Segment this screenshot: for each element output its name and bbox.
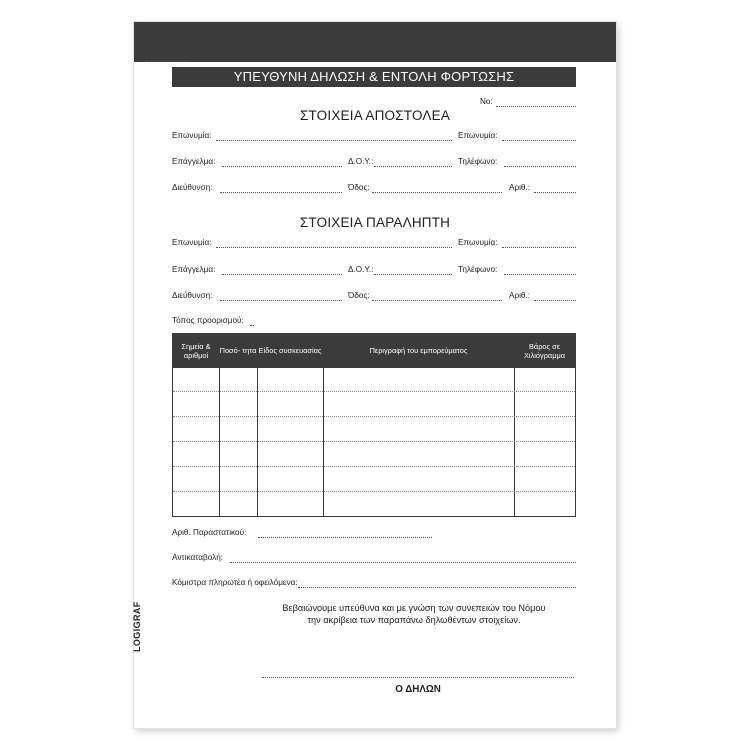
form-title: ΥΠΕΥΘΥΝΗ ΔΗΛΩΣΗ & ΕΝΤΟΛΗ ΦΟΡΤΩΣΗΣ bbox=[172, 67, 576, 87]
cod-label: Αντικαταβολή: bbox=[172, 553, 224, 562]
recipient-doy-field[interactable] bbox=[374, 274, 452, 275]
sender-heading: ΣΤΟΙΧΕΙΑ ΑΠΟΣΤΟΛΕΑ bbox=[299, 108, 451, 123]
sender-eponymia2-field[interactable] bbox=[502, 140, 576, 141]
invoice-field[interactable] bbox=[258, 537, 432, 538]
sender-eponymia2-label: Επωνυμία: bbox=[458, 131, 498, 140]
perforation-mark bbox=[146, 61, 188, 62]
header-packaging: Είδος συσκευασίας bbox=[258, 346, 322, 356]
column-divider bbox=[514, 334, 515, 516]
recipient-number-label: Αριθ.: bbox=[509, 291, 531, 300]
table-row[interactable] bbox=[173, 466, 575, 467]
recipient-address-field[interactable] bbox=[220, 300, 342, 301]
column-divider bbox=[323, 334, 324, 516]
sender-doy-field[interactable] bbox=[374, 166, 452, 167]
number-label: Νο: bbox=[480, 97, 493, 106]
sender-street-field[interactable] bbox=[372, 192, 502, 193]
sender-address-field[interactable] bbox=[220, 192, 342, 193]
sender-doy-label: Δ.Ο.Υ.: bbox=[348, 157, 374, 166]
signer-label: Ο ΔΗΛΩΝ bbox=[395, 684, 441, 695]
declaration-line-1: Βεβαιώνουμε υπεύθυνα και με γνώση των συνεπειών του Νόμου bbox=[282, 603, 546, 613]
recipient-doy-label: Δ.Ο.Υ.: bbox=[348, 265, 374, 274]
declaration-line-2: την ακρίβεια των παραπάνω δηλωθέντων στοιχείων. bbox=[307, 615, 521, 625]
sender-number-field[interactable] bbox=[534, 192, 576, 193]
top-binding-band bbox=[134, 22, 616, 62]
table-row[interactable] bbox=[173, 441, 575, 442]
signature-line[interactable] bbox=[262, 677, 574, 678]
recipient-eponymia2-field[interactable] bbox=[502, 247, 576, 248]
invoice-label: Αριθ. Παραστατικού: bbox=[172, 528, 247, 537]
header-quantity: Ποσό- τητα bbox=[219, 346, 257, 356]
recipient-epaggelma-label: Επάγγελμα: bbox=[172, 265, 216, 274]
recipient-phone-field[interactable] bbox=[504, 274, 576, 275]
recipient-heading: ΣΤΟΙΧΕΙΑ ΠΑΡΑΛΗΠΤΗ bbox=[299, 215, 451, 230]
destination-label: Τόπος προορισμού: bbox=[172, 316, 244, 325]
brand-logo: LOGIGRAF bbox=[132, 601, 142, 652]
recipient-street-field[interactable] bbox=[372, 300, 502, 301]
sender-epaggelma-label: Επάγγελμα: bbox=[172, 157, 216, 166]
freight-label: Κόμιστρα πληρωτέα ή οφειλόμενα: bbox=[172, 578, 298, 587]
table-row[interactable] bbox=[173, 391, 575, 392]
recipient-epaggelma-field[interactable] bbox=[222, 274, 342, 275]
sender-phone-label: Τηλέφωνο: bbox=[458, 157, 498, 166]
recipient-address-label: Διεύθυνση: bbox=[172, 291, 213, 300]
recipient-eponymia2-label: Επωνυμία: bbox=[458, 238, 498, 247]
sender-phone-field[interactable] bbox=[504, 166, 576, 167]
sender-eponymia-label: Επωνυμία: bbox=[172, 131, 212, 140]
recipient-phone-label: Τηλέφωνο: bbox=[458, 265, 498, 274]
goods-table bbox=[172, 333, 576, 517]
table-row[interactable] bbox=[173, 491, 575, 492]
recipient-eponymia-field[interactable] bbox=[216, 247, 452, 248]
header-weight: Βάρος σε Χιλιόγραμμα bbox=[524, 341, 565, 360]
column-divider bbox=[219, 334, 220, 516]
sender-epaggelma-field[interactable] bbox=[222, 166, 342, 167]
table-row[interactable] bbox=[173, 416, 575, 417]
recipient-eponymia-label: Επωνυμία: bbox=[172, 238, 212, 247]
sender-street-label: Όδος: bbox=[348, 183, 370, 192]
destination-field[interactable] bbox=[250, 325, 254, 326]
column-divider bbox=[257, 334, 258, 516]
number-field[interactable] bbox=[496, 106, 576, 107]
freight-field[interactable] bbox=[298, 587, 576, 588]
recipient-street-label: Όδος: bbox=[348, 291, 370, 300]
header-marks: Σημεία & αριθμοί bbox=[181, 341, 211, 360]
cod-field[interactable] bbox=[230, 562, 576, 563]
recipient-number-field[interactable] bbox=[534, 300, 576, 301]
sender-eponymia-field[interactable] bbox=[216, 140, 452, 141]
sender-number-label: Αριθ.: bbox=[509, 183, 531, 192]
header-description: Περιγραφή του εμπορεύματος bbox=[369, 346, 468, 356]
declaration-text bbox=[254, 602, 574, 626]
form-sheet bbox=[134, 22, 616, 728]
sender-address-label: Διεύθυνση: bbox=[172, 183, 213, 192]
